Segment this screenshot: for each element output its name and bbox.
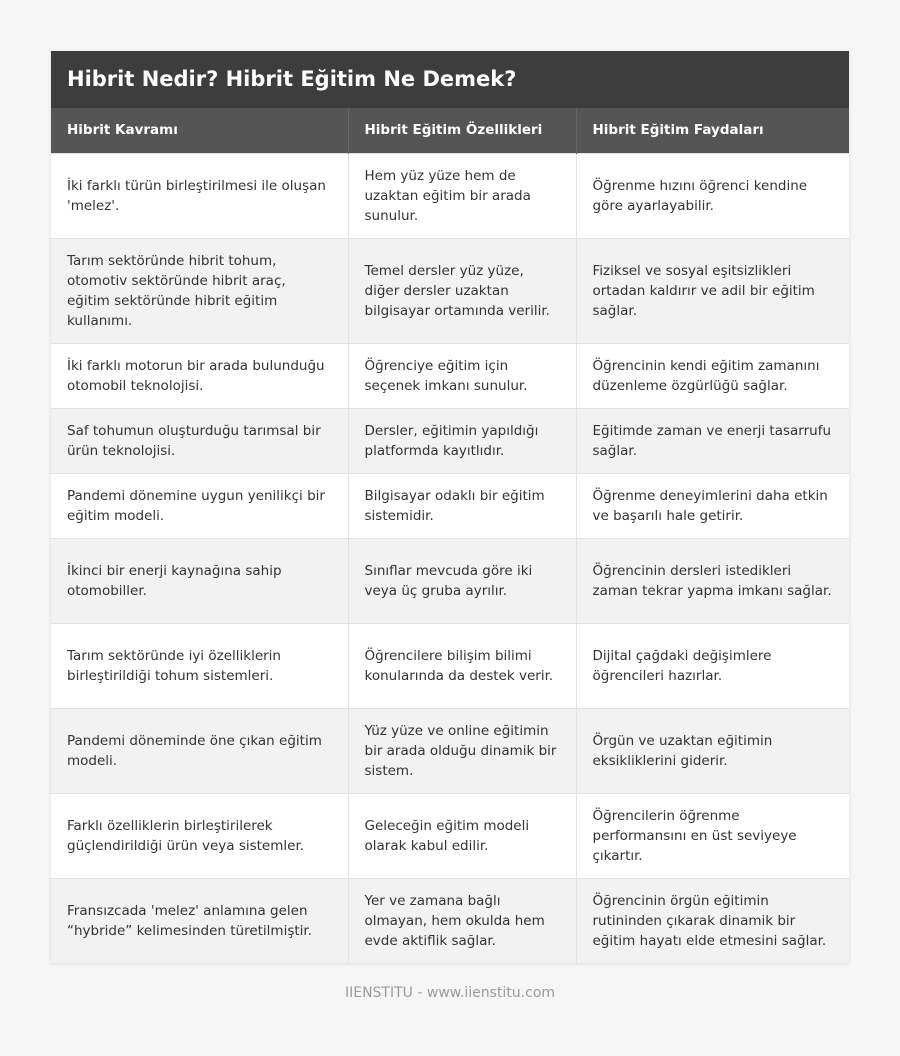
table-row bbox=[51, 623, 849, 708]
table-cell: Fiziksel ve sosyal eşitsizlikleri ortadan kaldırır ve adil bir eğitim sağlar. bbox=[576, 238, 849, 343]
column-header-features: Hibrit Eğitim Özellikleri bbox=[348, 108, 576, 153]
table-cell: Yüz yüze ve online eğitimin bir arada olduğu dinamik bir sistem. bbox=[348, 708, 576, 793]
comparison-table bbox=[51, 108, 849, 963]
table-body bbox=[51, 153, 849, 963]
table-cell: Temel dersler yüz yüze, diğer dersler uzaktan bilgisayar ortamında verilir. bbox=[348, 238, 576, 343]
table-row bbox=[51, 878, 849, 963]
column-header-benefits: Hibrit Eğitim Faydaları bbox=[576, 108, 849, 153]
table-cell: Öğrenme deneyimlerini daha etkin ve başarılı hale getirir. bbox=[576, 473, 849, 538]
table-cell: Öğrencinin kendi eğitim zamanını düzenleme özgürlüğü sağlar. bbox=[576, 343, 849, 408]
table-cell: Tarım sektöründe iyi özelliklerin birleştirildiği tohum sistemleri. bbox=[51, 623, 348, 708]
table-cell: Öğrenciye eğitim için seçenek imkanı sunulur. bbox=[348, 343, 576, 408]
table-cell: Bilgisayar odaklı bir eğitim sistemidir. bbox=[348, 473, 576, 538]
table-cell: Öğrencilere bilişim bilimi konularında da destek verir. bbox=[348, 623, 576, 708]
table-cell: Öğrencinin örgün eğitimin rutininden çıkarak dinamik bir eğitim hayatı elde etmesini sağlar. bbox=[576, 878, 849, 963]
header-row bbox=[51, 108, 849, 153]
column-header-concept: Hibrit Kavramı bbox=[51, 108, 348, 153]
table-cell: Pandemi dönemine uygun yenilikçi bir eğitim modeli. bbox=[51, 473, 348, 538]
footer-credit: IIENSTITU - www.iienstitu.com bbox=[344, 985, 556, 1001]
table-cell: İkinci bir enerji kaynağına sahip otomobiller. bbox=[51, 538, 348, 623]
table-header bbox=[51, 108, 849, 153]
table-cell: Fransızcada 'melez' anlamına gelen “hybride” kelimesinden türetilmiştir. bbox=[51, 878, 348, 963]
table-cell: Örgün ve uzaktan eğitimin eksikliklerini giderir. bbox=[576, 708, 849, 793]
table-row bbox=[51, 473, 849, 538]
table-row bbox=[51, 793, 849, 878]
table-row bbox=[51, 708, 849, 793]
table-cell: Pandemi döneminde öne çıkan eğitim modeli. bbox=[51, 708, 348, 793]
table-cell: Eğitimde zaman ve enerji tasarrufu sağlar. bbox=[576, 408, 849, 473]
table-row bbox=[51, 343, 849, 408]
table-cell: İki farklı türün birleştirilmesi ile oluşan 'melez'. bbox=[51, 153, 348, 238]
table-cell: Yer ve zamana bağlı olmayan, hem okulda hem evde aktiflik sağlar. bbox=[348, 878, 576, 963]
table-cell: Saf tohumun oluşturduğu tarımsal bir ürün teknolojisi. bbox=[51, 408, 348, 473]
table-cell: İki farklı motorun bir arada bulunduğu otomobil teknolojisi. bbox=[51, 343, 348, 408]
table-cell: Dersler, eğitimin yapıldığı platformda kayıtlıdır. bbox=[348, 408, 576, 473]
table-row bbox=[51, 153, 849, 238]
table-card bbox=[51, 51, 849, 963]
table-cell: Öğrenme hızını öğrenci kendine göre ayarlayabilir. bbox=[576, 153, 849, 238]
table-cell: Farklı özelliklerin birleştirilerek güçlendirildiği ürün veya sistemler. bbox=[51, 793, 348, 878]
table-row bbox=[51, 408, 849, 473]
table-cell: Geleceğin eğitim modeli olarak kabul edilir. bbox=[348, 793, 576, 878]
table-row bbox=[51, 538, 849, 623]
table-row bbox=[51, 238, 849, 343]
table-cell: Tarım sektöründe hibrit tohum, otomotiv sektöründe hibrit araç, eğitim sektöründe hibrit eğitim kullanımı. bbox=[51, 238, 348, 343]
table-cell: Öğrencilerin öğrenme performansını en üst seviyeye çıkartır. bbox=[576, 793, 849, 878]
table-title: Hibrit Nedir? Hibrit Eğitim Ne Demek? bbox=[51, 51, 849, 108]
table-cell: Hem yüz yüze hem de uzaktan eğitim bir arada sunulur. bbox=[348, 153, 576, 238]
table-cell: Öğrencinin dersleri istedikleri zaman tekrar yapma imkanı sağlar. bbox=[576, 538, 849, 623]
table-cell: Sınıflar mevcuda göre iki veya üç gruba ayrılır. bbox=[348, 538, 576, 623]
table-cell: Dijital çağdaki değişimlere öğrencileri hazırlar. bbox=[576, 623, 849, 708]
